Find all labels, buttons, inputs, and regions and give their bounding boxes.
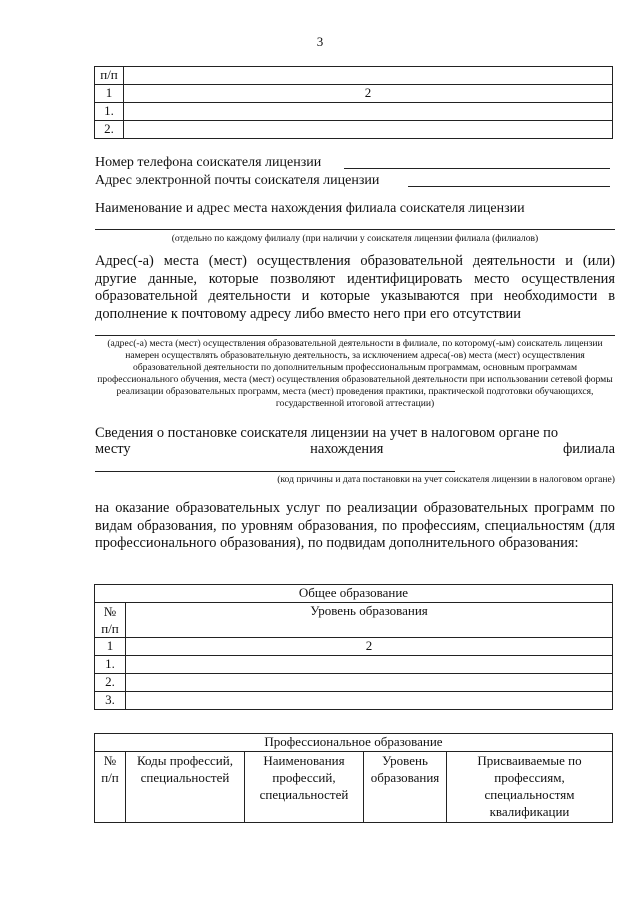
table-cell [124, 103, 613, 121]
tax-field[interactable] [95, 471, 455, 472]
phone-field[interactable] [344, 168, 610, 169]
table-row [95, 692, 613, 710]
col-num-header: № п/п [95, 752, 126, 823]
table-row [95, 85, 613, 103]
col-num-header: № п/п [95, 603, 126, 638]
table-row [95, 103, 613, 121]
col-level-header: Уровень образования [126, 603, 613, 638]
address-paragraph [95, 253, 615, 323]
address-text: Адрес(-а) места (мест) осуществления образовательной деятельности и (или) другие данные, которые позволяют идентифицировать место осуществления образовательной деятельности и которые указываются при необходимости в дополнение к почтовому адресу либо вместо него при его отсутствии [95, 253, 615, 322]
address-note: (адрес(-а) места (мест) осуществления образовательной деятельности в филиале, по которому(-ым) соискатель лицензии намерен осуществлять образовательную деятельность, за исключением адреса(-ов) места (мест) осуществления образовательной деятельности по дополнительным профессиональным программам, основным программам профессионального обучения, места (мест) осуществления образовательной деятельности при использовании сетевой формы реализации образовательных программ, места (мест) проведения практики, практической подготовки обучающихся, государственной итоговой аттестации) [97, 338, 613, 409]
branch-field[interactable] [95, 229, 615, 230]
professional-education-table [94, 733, 613, 823]
tax-note: (код причины и дата постановки на учет соискателя лицензии в налоговом органе) [277, 474, 615, 485]
general-table-title: Общее образование [95, 585, 613, 603]
table-cell [124, 121, 613, 139]
table-cell [126, 656, 613, 674]
col-qualifications-header: Присваиваемые по профессиям, специальностям квалификации [447, 752, 613, 823]
table-row [95, 656, 613, 674]
row-num: 3. [95, 692, 126, 710]
branch-label: Наименование и адрес места нахождения филиала соискателя лицензии [95, 201, 525, 216]
tax-word: филиала [562, 441, 615, 457]
prof-table-title: Профессиональное образование [95, 734, 613, 752]
row-num: 1. [95, 103, 124, 121]
table-row [95, 674, 613, 692]
table-row [95, 603, 613, 638]
table-row [95, 638, 613, 656]
general-education-table [94, 584, 613, 710]
services-text: на оказание образовательных услуг по реализации образовательных программ по видам образования, по уровням образования, по профессиям, специальностям (для профессионального образования), по подвидам дополнительного образования: [95, 500, 615, 551]
table-cell [126, 692, 613, 710]
table-cell [124, 67, 613, 85]
table-row [95, 67, 613, 85]
col-names-header: Наименования профессий, специальностей [245, 752, 364, 823]
phone-label: Номер телефона соискателя лицензии [95, 155, 322, 170]
tax-line-2 [95, 441, 615, 458]
row-num: 1 [95, 638, 126, 656]
email-label: Адрес электронной почты соискателя лицензии [95, 173, 380, 188]
table-top [94, 66, 613, 139]
branch-note: (отдельно по каждому филиалу (при наличии у соискателя лицензии филиала (филиалов) [171, 233, 539, 244]
row-num: 2. [95, 674, 126, 692]
table-cell: 2 [124, 85, 613, 103]
tax-word: месту [95, 441, 131, 457]
table-cell: 2 [126, 638, 613, 656]
row-num: 2. [95, 121, 124, 139]
services-paragraph [95, 500, 615, 553]
address-field[interactable] [95, 335, 615, 336]
col-codes-header: Коды профессий, специальностей [126, 752, 245, 823]
tax-line-1: Сведения о постановке соискателя лицензии на учет в налоговом органе по [95, 425, 559, 441]
table-head-num: п/п [95, 67, 124, 85]
tax-word: нахождения [310, 441, 384, 457]
row-num: 1. [95, 656, 126, 674]
table-cell [126, 674, 613, 692]
table-row [95, 734, 613, 752]
page-number: 3 [316, 34, 324, 49]
col-level-header: Уровень образования [364, 752, 447, 823]
table-row [95, 121, 613, 139]
row-num: 1 [95, 85, 124, 103]
table-row [95, 752, 613, 823]
table-row [95, 585, 613, 603]
email-field[interactable] [408, 186, 610, 187]
